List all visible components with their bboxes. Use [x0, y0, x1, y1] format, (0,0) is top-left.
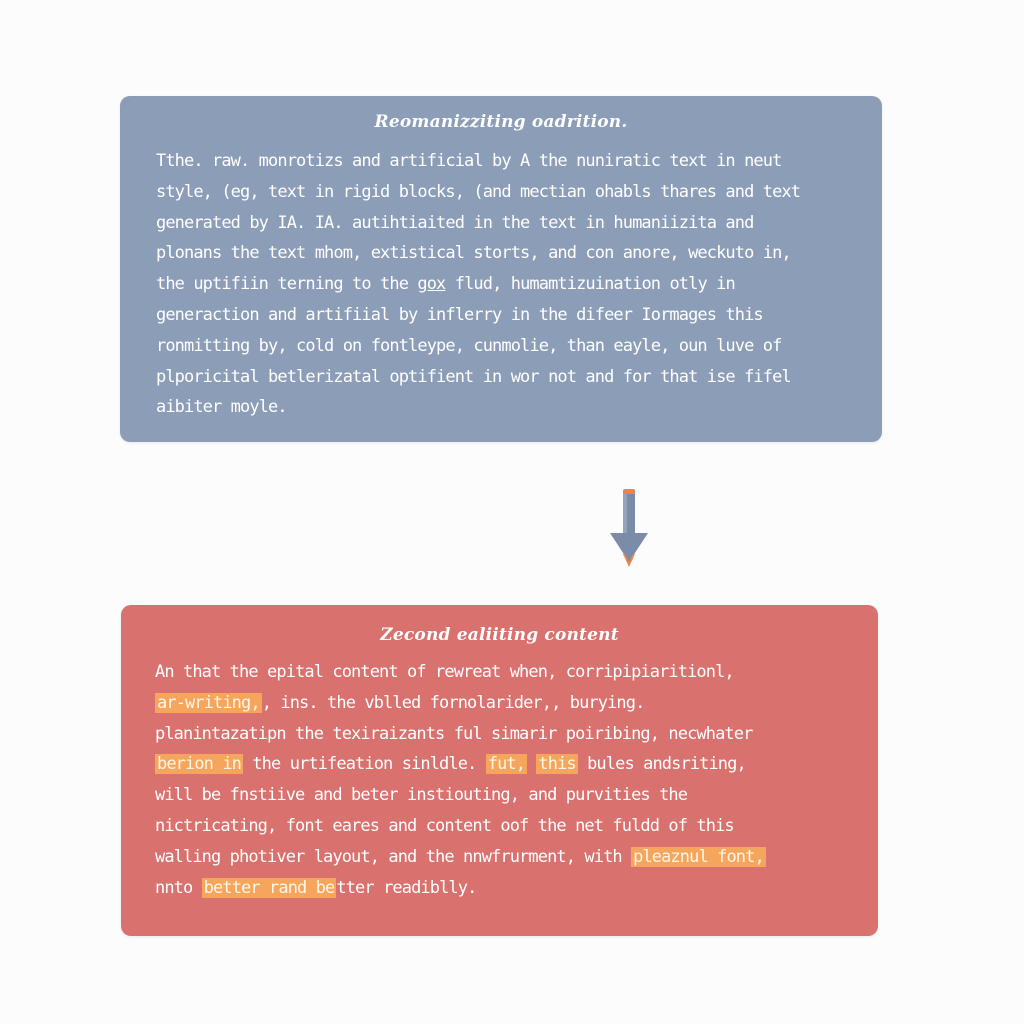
text-line: planintazatipn the texiraizants ful simarir poiribing, necwhater [155, 723, 753, 744]
original-text-body [156, 146, 846, 423]
original-text-title: Reomanizziting oadrition. [374, 112, 628, 132]
text-line: An that the epital content of rewreat when, corripipiaritionl, [155, 662, 734, 682]
text-line: ronmitting by, cold on fontleype, cunmolie, than eayle, oun luve of [156, 335, 782, 356]
highlighted-phrase: this [538, 754, 576, 775]
text-line: generaction and artifiial by inflerry in the difeer Iormages this [156, 304, 763, 325]
highlighted-phrase: fut, [487, 754, 526, 775]
text-line: style, (eg, text in rigid blocks, (and mectian ohabls thares and text [156, 181, 801, 202]
text-line: generated by IA. IA. autihtiaited in the text in humaniizita and [156, 212, 754, 233]
text-line: nnto better rand be tter readiblly. [155, 877, 477, 898]
text-line: aibiter moyle. [156, 397, 287, 418]
edited-text-title: Zecond ealiiting content [380, 625, 619, 645]
text-line: nictricating, font eares and content oof the net fuldd of this [155, 815, 734, 836]
text-line: walling photiver layout, and the nnwfrurment, with pleaznul font, [155, 846, 764, 867]
underlined-word: gox [417, 274, 446, 295]
highlighted-phrase: better rand be [203, 877, 335, 898]
highlighted-phrase: berion in [157, 754, 242, 775]
text-line: plporicital betlerizatal optifient in wor not and for that ise fifel [156, 366, 791, 387]
highlighted-phrase: pleaznul font, [633, 846, 764, 867]
highlighted-phrase: ar-writing, [157, 692, 260, 713]
text-line: plonans the text mhom, extistical storts, and con anore, weckuto in, [156, 243, 791, 264]
text-line: berion in the urtifeation sinldle. fut, this bules andsriting, [157, 754, 746, 775]
text-line: Tthe. raw. monrotizs and artificial by A the nuniratic text in neut [156, 151, 782, 171]
text-line: the uptifiin terning to the gox flud, humamtizuination otly in [156, 274, 735, 295]
original-text-card [120, 96, 882, 442]
down-arrow-pencil-icon [606, 486, 652, 570]
text-line: ar-writing, , ins. the vblled fornolarider,, burying. [157, 692, 645, 713]
edited-text-card [121, 605, 878, 936]
text-line: will be fnstiive and beter instiouting, and purvities the [155, 785, 688, 806]
edited-text-body [155, 657, 844, 903]
